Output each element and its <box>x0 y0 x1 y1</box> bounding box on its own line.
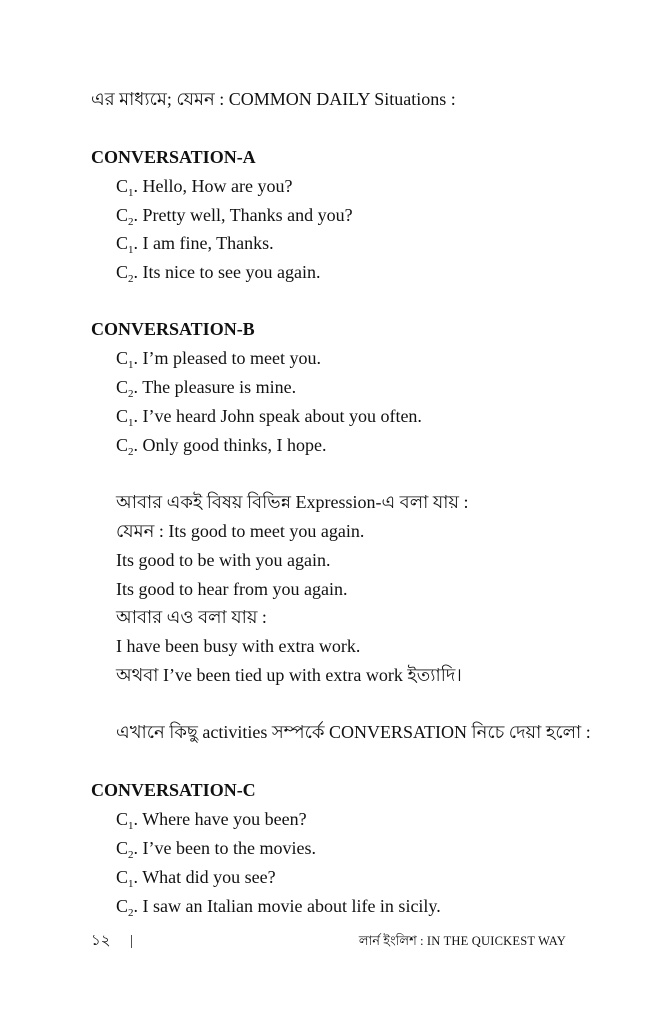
also-label: আবার এও বলা যায় : <box>116 607 267 627</box>
running-title: লার্ন ইংলিশ : IN THE QUICKEST WAY <box>358 933 566 948</box>
dialogue-line: $C_1$. Hello, How are you? <box>116 176 293 199</box>
dialogue-line: $C_2$. Only good thinks, I hope. <box>116 435 327 458</box>
conversation-a-title: CONVERSATION-A <box>91 147 256 167</box>
conversation-b-title: CONVERSATION-B <box>91 319 255 339</box>
expression-example-2: Its good to be with you again. <box>116 550 331 570</box>
footer-separator: | <box>130 933 134 949</box>
dialogue-line: $C_2$. Its nice to see you again. <box>116 262 321 285</box>
dialogue-line: $C_2$. The pleasure is mine. <box>116 377 297 400</box>
intro-english: COMMON DAILY Situations : <box>228 89 456 109</box>
expression-example-3: Its good to hear from you again. <box>116 579 348 599</box>
dialogue-line: $C_1$. I’m pleased to meet you. <box>116 348 321 371</box>
also-example-1: I have been busy with extra work. <box>116 636 361 656</box>
activities-note: এখানে কিছু activities সম্পর্কে CONVERSATION নিচে দেয়া হলো : <box>116 722 591 742</box>
page-number: ১২ <box>91 933 111 949</box>
also-example-2: অথবা I’ve been tied up with extra work ইত্যাদি। <box>116 665 462 685</box>
dialogue-line: $C_1$. What did you see? <box>116 867 276 890</box>
dialogue-line: $C_1$. I’ve heard John speak about you often. <box>116 406 422 429</box>
expression-example-1: যেমন : Its good to meet you again. <box>116 521 365 541</box>
conversation-c-title: CONVERSATION-C <box>91 780 256 800</box>
dialogue-line: $C_2$. Pretty well, Thanks and you? <box>116 205 353 228</box>
dialogue-line: $C_1$. Where have you been? <box>116 809 307 832</box>
intro-bengali: এর মাধ্যমে; যেমন : <box>91 89 225 109</box>
dialogue-line: $C_1$. I am fine, Thanks. <box>116 233 274 256</box>
dialogue-line: $C_2$. I’ve been to the movies. <box>116 838 316 861</box>
dialogue-line: $C_2$. I saw an Italian movie about life in sicily. <box>116 896 441 919</box>
expression-intro: আবার একই বিষয় বিভিন্ন Expression-এ বলা যায় : <box>116 492 469 512</box>
intro-line <box>91 88 456 110</box>
